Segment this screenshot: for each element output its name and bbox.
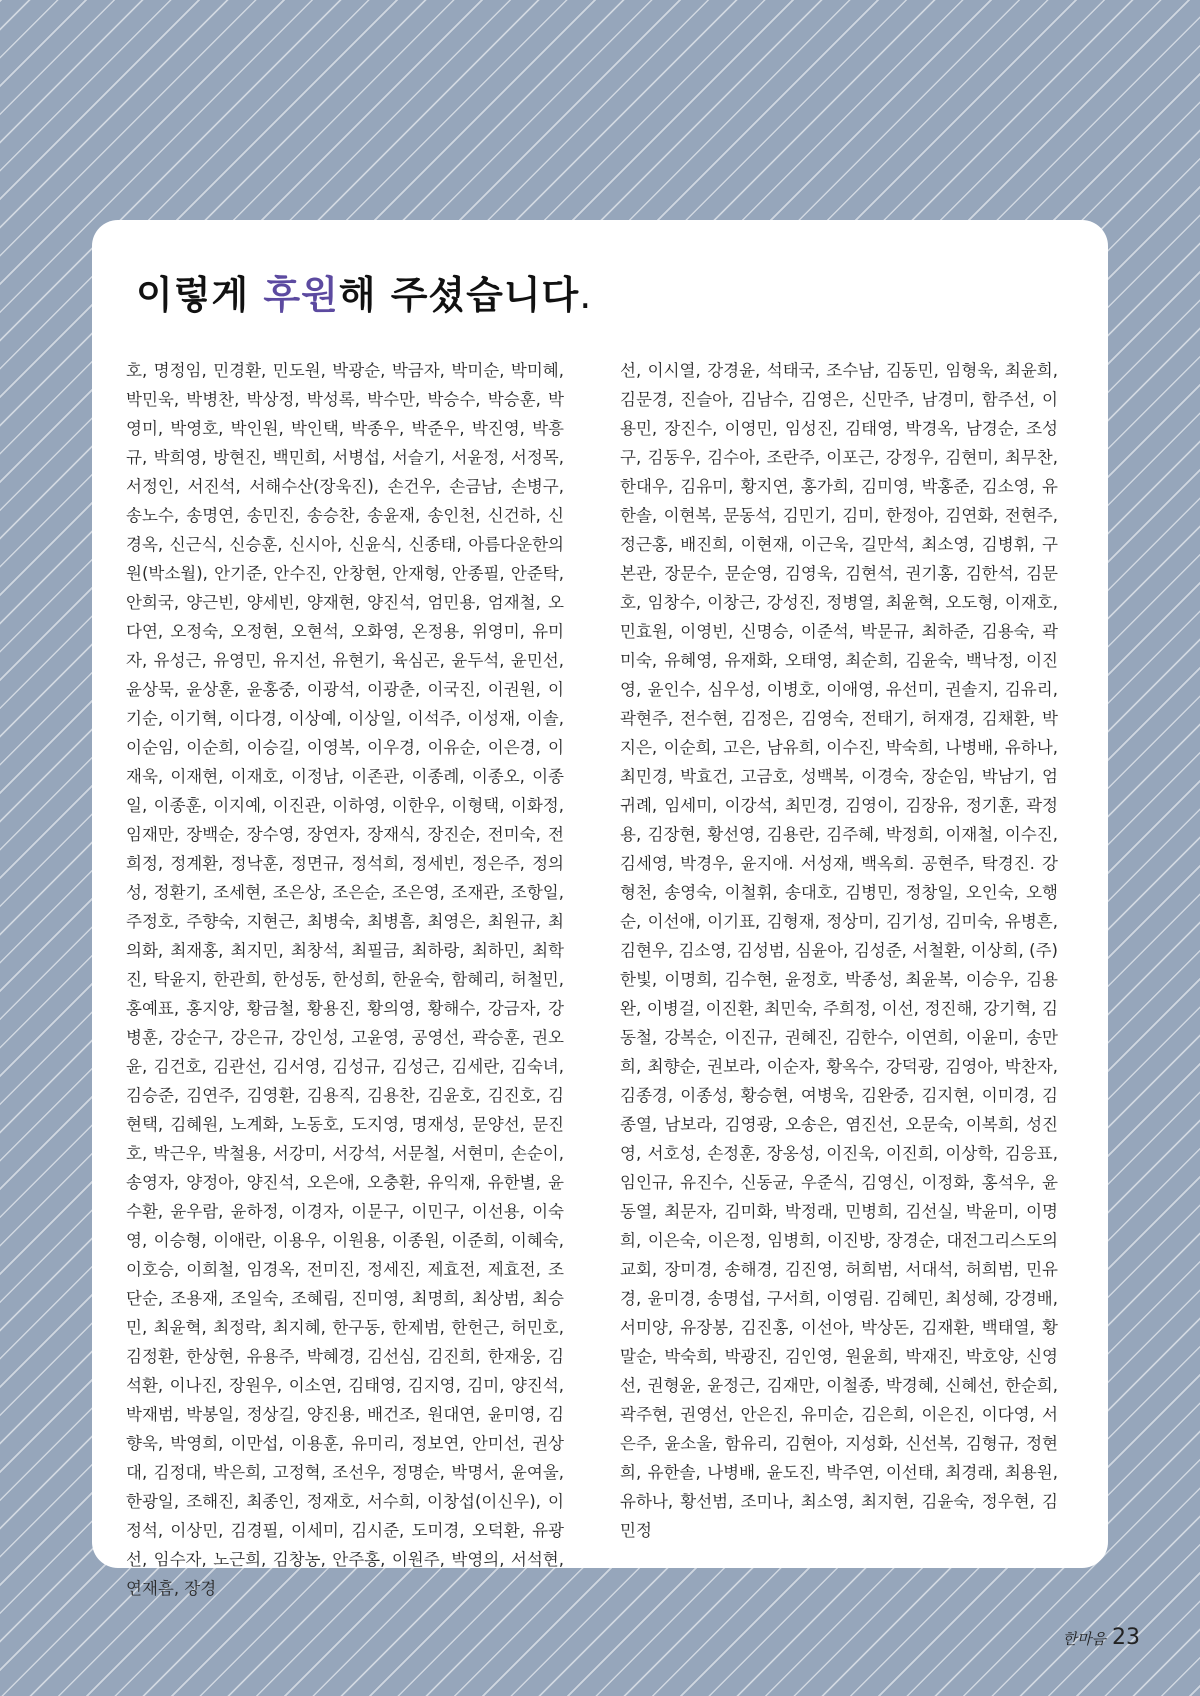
page-footer: [1063, 1625, 1140, 1650]
title-suffix: 해 주셨습니다: [338, 273, 580, 317]
donor-list-left-column: 호, 명정임, 민경환, 민도원, 박광순, 박금자, 박미순, 박미혜, 박민욱, 박병찬, 박상정, 박성록, 박수만, 박승수, 박승훈, 박영미, 박영호, 박인원, 박인택, 박종우, 박준우, 박진영, 박흥규, 박희영, 방현진, 백민희, 서병섭, 서슬기, 서윤정, 서정목, 서정인, 서진석, 서해수산(장욱진), 손건우, 손금남, 손병구, 송노수, 송명연, 송민진, 송승찬, 송윤재, 송인천, 신건하, 신경옥, 신근식, 신승훈, 신시아, 신윤식, 신종태, 아름다운한의원(박소월), 안기준, 안수진, 안창현, 안재형, 안종필, 안준탁, 안희국, 양근빈, 양세빈, 양재현, 양진석, 엄민용, 엄재철, 오다연, 오정숙, 오정현, 오현석, 오화영, 온정용, 위영미, 유미자, 유성근, 유영민, 유지선, 유현기, 육심곤, 윤두석, 윤민선, 윤상묵, 윤상훈, 윤홍중, 이광석, 이광춘, 이국진, 이권원, 이기순, 이기혁, 이다경, 이상예, 이상일, 이석주, 이성재, 이솔, 이순임, 이순희, 이승길, 이영복, 이우경, 이유순, 이은경, 이재욱, 이재현, 이재호, 이정남, 이존관, 이종례, 이종오, 이종일, 이종훈, 이지예, 이진관, 이하영, 이한우, 이형택, 이화정, 임재만, 장백순, 장수영, 장연자, 장재식, 장진순, 전미숙, 전희정, 정계환, 정낙훈, 정면규, 정석희, 정세빈, 정은주, 정의성, 정환기, 조세현, 조은상, 조은순, 조은영, 조재관, 조항일, 주정호, 주향숙, 지현근, 최병숙, 최병흠, 최영은, 최원규, 최의화, 최재홍, 최지민, 최창석, 최필금, 최하랑, 최하민, 최학진, 탁윤지, 한관희, 한성동, 한성희, 한윤숙, 함혜리, 허철민, 홍예표, 홍지양, 황금철, 황용진, 황의영, 황해수, 강금자, 강병훈, 강순구, 강은규, 강인성, 고윤영, 공영선, 곽승훈, 권오윤, 김건호, 김관선, 김서영, 김성규, 김성근, 김세란, 김숙녀, 김승준, 김연주, 김영환, 김용직, 김용찬, 김윤호, 김진호, 김현택, 김혜원, 노계화, 노동호, 도지영, 명재성, 문양선, 문진호, 박근우, 박철용, 서강미, 서강석, 서문철, 서현미, 손순이, 송영자, 양정아, 양진석, 오은애, 오충환, 유익재, 유한별, 윤수환, 윤우람, 윤하정, 이경자, 이문구, 이민구, 이선용, 이숙영, 이승형, 이애란, 이용우, 이원용, 이종원, 이준희, 이혜숙, 이호승, 이희철, 임경옥, 전미진, 정세진, 제효전, 제효전, 조단순, 조용재, 조일숙, 조혜림, 진미영, 최명희, 최상범, 최승민, 최윤혁, 최정락, 최지혜, 한구동, 한제범, 한헌근, 허민호, 김정환, 한상현, 유용주, 박혜경, 김선심, 김진희, 한재웅, 김석환, 이나진, 장원우, 이소연, 김태영, 김지영, 김미, 양진석, 박재범, 박봉일, 정상길, 양진용, 배건조, 원대연, 윤미영, 김향욱, 박영희, 이만섭, 이용훈, 유미리, 정보연, 안미선, 권상대, 김정대, 박은희, 고정혁, 조선우, 정명순, 박명서, 윤여울, 한광일, 조해진, 최종인, 정재호, 서수희, 이창섭(이신우), 이정석, 이상민, 김경필, 이세미, 김시준, 도미경, 오덕환, 유광선, 임수자, 노근희, 김창농, 안주홍, 이원주, 박영의, 서석현, 연재흠, 장경: [126, 361, 564, 1598]
donor-list-right-column: 선, 이시열, 강경윤, 석태국, 조수남, 김동민, 임형욱, 최윤희, 김문경, 진슬아, 김남수, 김영은, 신만주, 남경미, 함주선, 이용민, 장진수, 이영민, 임성진, 김태영, 박경옥, 남경순, 조성구, 김동우, 김수아, 조란주, 이포근, 강정우, 김현미, 최무찬, 한대우, 김유미, 황지연, 홍가희, 김미영, 박홍준, 김소영, 유한솔, 이현복, 문동석, 김민기, 김미, 한정아, 김연화, 전현주, 정근홍, 배진희, 이현재, 이근욱, 길만석, 최소영, 김병휘, 구본관, 장문수, 문순영, 김영욱, 김현석, 권기홍, 김한석, 김문호, 임창수, 이창근, 강성진, 정병열, 최윤혁, 오도형, 이재호, 민효원, 이영빈, 신명승, 이준석, 박문규, 최하준, 김용숙, 곽미숙, 유혜영, 유재화, 오태영, 최순희, 김윤숙, 백낙정, 이진영, 윤인수, 심우성, 이병호, 이애영, 유선미, 권솔지, 김유리, 곽현주, 전수현, 김정은, 김영숙, 전태기, 허재경, 김채환, 박지은, 이순희, 고은, 남유희, 이수진, 박숙희, 나병배, 유하나, 최민경, 박효건, 고금호, 성백복, 이경숙, 장순임, 박남기, 엄귀례, 임세미, 이강석, 최민경, 김영이, 김장유, 정기훈, 곽정용, 김장현, 황선영, 김용란, 김주혜, 박정희, 이재철, 이수진, 김세영, 박경우, 윤지애. 서성재, 백옥희. 공현주, 탁경진. 강형천, 송영숙, 이철휘, 송대호, 김병민, 정창일, 오인숙, 오행순, 이선애, 이기표, 김형재, 정상미, 김기성, 김미숙, 유병흔, 김현우, 김소영, 김성범, 심윤아, 김성준, 서철환, 이상희, (주)한빛, 이명희, 김수현, 윤정호, 박종성, 최윤복, 이승우, 김용완, 이병걸, 이진환, 최민숙, 주희정, 이선, 정진해, 강기혁, 김동철, 강복순, 이진규, 권혜진, 김한수, 이연희, 이윤미, 송만희, 최향순, 권보라, 이순자, 황옥수, 강덕광, 김영아, 박찬자, 김종경, 이종성, 황승현, 여병욱, 김완중, 김지현, 이미경, 김종열, 남보라, 김영광, 오송은, 염진선, 오문숙, 이복희, 성진영, 서호성, 손정훈, 장옹성, 이진욱, 이진희, 이상학, 김응표, 임인규, 유진수, 신동균, 우준식, 김영신, 이정화, 홍석우, 윤동열, 최문자, 김미화, 박정래, 민병희, 김선실, 박윤미, 이명희, 이은숙, 이은정, 임병희, 이진방, 장경순, 대전그리스도의교회, 장미경, 송해경, 김진영, 허희범, 서대석, 허희범, 민유경, 윤미경, 송명섭, 구서희, 이영림. 김혜민, 최성혜, 강경배, 서미양, 유장봉, 김진홍, 이선아, 박상돈, 김재환, 백태열, 황말순, 박숙희, 박광진, 김인영, 원윤희, 박재진, 박호양, 신영선, 권형윤, 윤정근, 김재만, 이철종, 박경혜, 신혜선, 한순희, 곽주현, 권영선, 안은진, 유미순, 김은희, 이은진, 이다영, 서은주, 윤소울, 함유리, 김현아, 지성화, 신선복, 김형규, 정현희, 유한솔, 나병배, 윤도진, 박주연, 이선태, 최경래, 최용원, 유하나, 황선범, 조미나, 최소영, 최지현, 김윤숙, 정우현, 김민정: [620, 361, 1058, 1540]
page-number: 23: [1112, 1625, 1140, 1650]
footer-brand: 한마음: [1062, 1630, 1106, 1648]
title-accent: 후원: [263, 273, 339, 317]
page-title: [136, 264, 592, 319]
title-period: .: [579, 273, 593, 317]
content-card: [92, 220, 1108, 1598]
title-prefix: 이렇게: [136, 273, 264, 317]
